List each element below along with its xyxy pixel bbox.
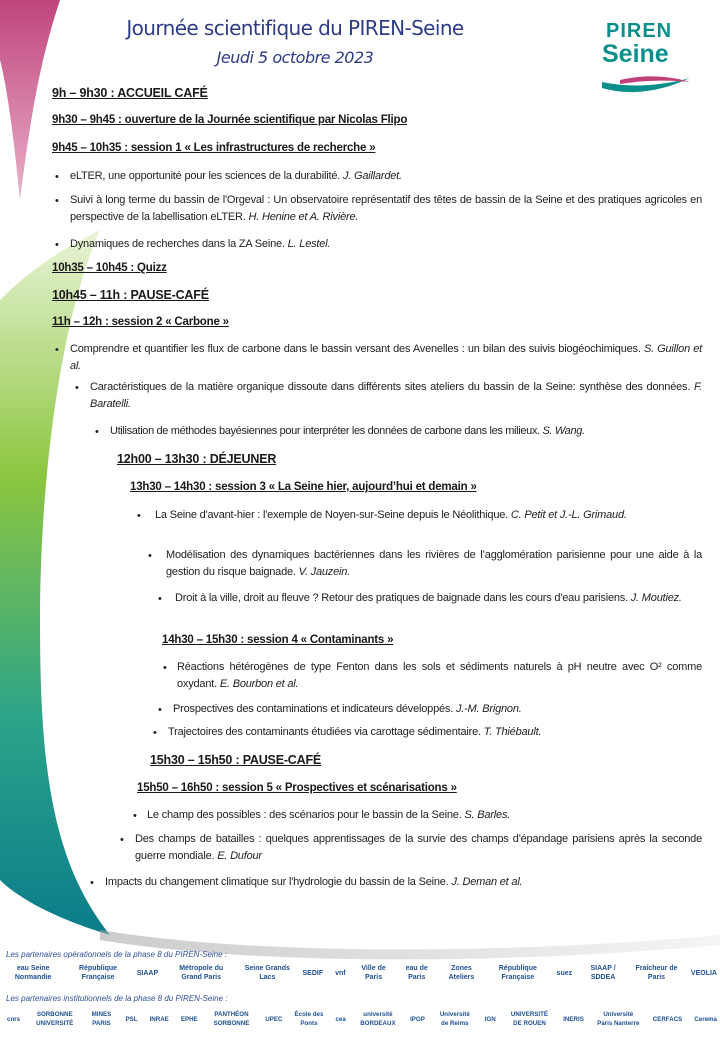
partner-logo: Fraîcheur de Paris — [635, 965, 678, 981]
partner-logo: Ville de Paris — [361, 965, 386, 981]
partner-logo: Zones Ateliers — [448, 965, 475, 981]
talk-item: Comprendre et quantifier les flux de carbone dans le bassin versant des Avenelles : un bilan des suivis biogéochimiques. S. Guillon et al. — [70, 343, 702, 372]
partner-logo: eau de Paris — [405, 965, 428, 981]
partner-logo: cea — [335, 1015, 346, 1023]
partner-logo: INERIS — [563, 1015, 584, 1023]
partner-logo: IPGP — [410, 1015, 425, 1023]
schedule-ouverture: 9h30 – 9h45 : ouverture de la Journée scientifique par Nicolas Flipo — [52, 114, 408, 126]
page-title: Journée scientifique du PIREN-Seine — [126, 16, 464, 40]
session-5-title: 15h50 – 16h50 : session 5 « Prospectives et scénarisations » — [137, 782, 457, 794]
talk-item: Le champ des possibles : des scénarios pour le bassin de la Seine. S. Barles. — [147, 809, 511, 821]
partner-logo: université BORDEAUX — [360, 1011, 396, 1027]
partner-logo: République Française — [498, 965, 537, 981]
talk-item: Dynamiques de recherches dans la ZA Seine. L. Lestel. — [70, 238, 331, 250]
logo-wave-icon — [600, 74, 692, 96]
partner-logo: SORBONNE UNIVERSITÉ — [36, 1011, 74, 1027]
institutional-partner-logos — [4, 1008, 720, 1030]
partner-logo: UPEC — [265, 1015, 283, 1023]
logo-text-seine: Seine — [602, 40, 669, 68]
partner-logo: SEDIF — [302, 969, 324, 977]
talk-item: Suivi à long terme du bassin de l'Orgeval : Un observatoire représentatif des têtes de bassin de la Seine et des pratiques agricoles en perspective de la labellisation eLTER. H. Henine et A. Rivière. — [70, 194, 702, 223]
partner-logo: Université de Reims — [439, 1011, 470, 1027]
partner-logo: vnf — [335, 969, 346, 977]
logo-text-piren: PIREN — [606, 20, 673, 42]
partner-logo: École des Ponts — [294, 1011, 324, 1027]
bullet: • — [120, 834, 124, 846]
session-2-title: 11h – 12h : session 2 « Carbone » — [52, 316, 229, 328]
session-1-title: 9h45 – 10h35 : session 1 « Les infrastructures de recherche » — [52, 142, 376, 154]
bullet: • — [55, 239, 59, 251]
partner-logo: VEOLIA — [690, 969, 717, 977]
partner-logo: Seine Grands Lacs — [244, 965, 290, 981]
partner-logo: suez — [556, 969, 573, 977]
partner-logo: PANTHÉON SORBONNE — [213, 1011, 250, 1027]
bullet: • — [148, 550, 152, 562]
partner-logo: PSL — [125, 1015, 138, 1023]
partner-logo: SIAAP / SDDEA — [590, 965, 616, 981]
bullet: • — [133, 810, 137, 822]
talk-item: Droit à la ville, droit au fleuve ? Retour des pratiques de baignade dans les cours d'eau parisiens. J. Moutiez. — [175, 592, 682, 604]
bullet: • — [163, 662, 167, 674]
talk-item: Impacts du changement climatique sur l'hydrologie du bassin de la Seine. J. Deman et al. — [105, 876, 523, 888]
partner-logo: Cerema — [694, 1015, 717, 1023]
talk-item: eLTER, une opportunité pour les sciences de la durabilité. J. Gaillardet. — [70, 170, 402, 182]
partner-logo: République Française — [78, 965, 118, 981]
schedule-dejeuner: 12h00 – 13h30 : DÉJEUNER — [117, 452, 277, 466]
partner-logo: UNIVERSITÉ DE ROUEN — [510, 1011, 549, 1027]
bullet: • — [55, 171, 59, 183]
partner-logo: IGN — [484, 1015, 496, 1023]
bullet: • — [158, 704, 162, 716]
talk-item: Réactions hétérogènes de type Fenton dans les sols et sédiments naturels à pH neutre avec O² comme oxydant. E. Bourbon et al. — [177, 661, 702, 690]
partner-logo: CERFACS — [652, 1015, 683, 1023]
operational-partners-caption: Les partenaires opérationnels de la phase 8 du PIREN-Seine : — [6, 950, 228, 959]
bullet: • — [75, 382, 79, 394]
partner-logo: Métropole du Grand Paris — [179, 965, 224, 981]
schedule-pause-1: 10h45 – 11h : PAUSE-CAFÉ — [52, 288, 209, 302]
partner-logo: INRAE — [149, 1015, 169, 1023]
partner-logo: EPHE — [180, 1015, 198, 1023]
schedule-pause-2: 15h30 – 15h50 : PAUSE-CAFÉ — [150, 753, 322, 767]
partner-logo: MINES PARIS — [91, 1011, 112, 1027]
operational-partner-logos — [4, 962, 720, 984]
talk-item: Utilisation de méthodes bayésiennes pour interpréter les données de carbone dans les milieux. S. Wang. — [110, 425, 585, 437]
bullet: • — [153, 727, 157, 739]
bullet: • — [158, 593, 162, 605]
talk-item: Prospectives des contaminations et indicateurs développés. J.-M. Brignon. — [173, 703, 522, 715]
partner-logo: Université Paris Nanterre — [597, 1011, 640, 1027]
partner-logo: cnrs — [7, 1015, 21, 1023]
piren-seine-logo — [598, 20, 693, 98]
partner-logo: SIAAP — [136, 969, 159, 977]
bullet: • — [55, 344, 59, 356]
schedule-quizz: 10h35 – 10h45 : Quizz — [52, 262, 167, 274]
schedule-accueil: 9h – 9h30 : ACCUEIL CAFÉ — [52, 86, 208, 100]
talk-item: La Seine d'avant-hier : l'exemple de Noyen-sur-Seine depuis le Néolithique. C. Petit et J.-L. Grimaud. — [155, 509, 627, 521]
session-4-title: 14h30 – 15h30 : session 4 « Contaminants » — [162, 634, 394, 646]
bullet: • — [95, 426, 99, 438]
partner-logo: eau Seine Normandie — [14, 965, 52, 981]
talk-item: Des champs de batailles : quelques apprentissages de la survie des champs d'épandage parisiens après la seconde guerre mondiale. E. Dufour — [135, 833, 702, 862]
bullet: • — [55, 195, 59, 207]
bullet: • — [137, 510, 141, 522]
event-date: Jeudi 5 octobre 2023 — [216, 48, 374, 67]
talk-item: Trajectoires des contaminants étudiées via carottage sédimentaire. T. Thiébault. — [168, 726, 542, 738]
talk-item: Modélisation des dynamiques bactériennes dans les rivières de l’agglomération parisienne pour une aide à la gestion du risque baignade. V. Jauzein. — [166, 549, 702, 578]
bullet: • — [90, 877, 94, 889]
session-3-title: 13h30 – 14h30 : session 3 « La Seine hier, aujourd’hui et demain » — [130, 481, 477, 493]
talk-item: Caractéristiques de la matière organique dissoute dans différents sites ateliers du bassin de la Seine: synthèse des données. F. Baratelli. — [90, 381, 702, 410]
institutional-partners-caption: Les partenaires institutionnels de la phase 8 du PIREN-Seine : — [6, 994, 228, 1003]
